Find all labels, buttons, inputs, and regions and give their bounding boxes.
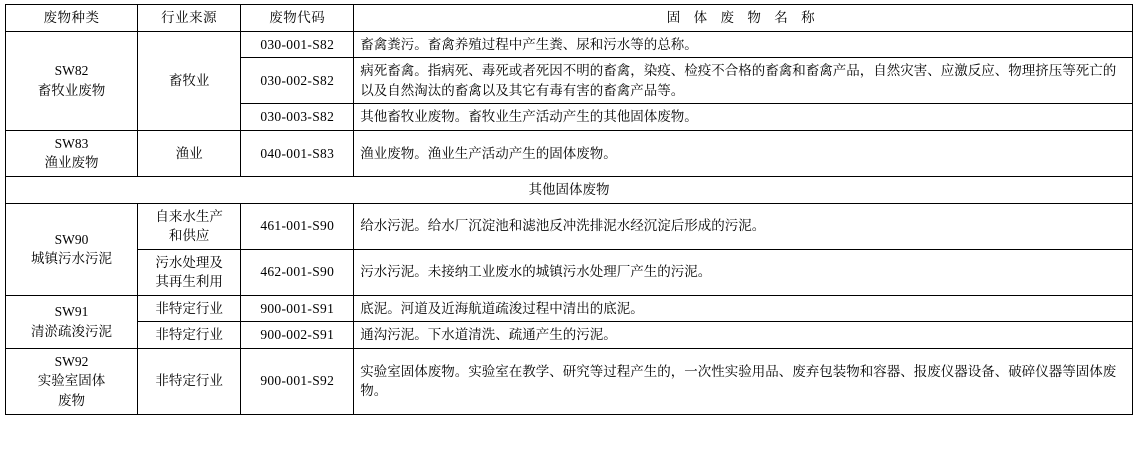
industry-source-cell: 非特定行业: [138, 348, 241, 414]
column-header-waste-name: 固 体 废 物 名 称: [354, 5, 1133, 32]
table-header: [6, 5, 1133, 32]
waste-name-cell: 畜禽粪污。畜禽养殖过程中产生粪、尿和污水等的总称。: [354, 31, 1133, 58]
waste-code-cell: 030-002-S82: [241, 58, 354, 104]
waste-code-cell: 040-001-S83: [241, 130, 354, 176]
industry-source-cell: 非特定行业: [138, 295, 241, 322]
table-row: [6, 295, 1133, 322]
solid-waste-table: [5, 4, 1133, 415]
waste-category-cell: SW90 城镇污水污泥: [6, 203, 138, 295]
table-row: [6, 203, 1133, 249]
waste-name-cell: 渔业废物。渔业生产活动产生的固体废物。: [354, 130, 1133, 176]
waste-name-cell: 底泥。河道及近海航道疏浚过程中清出的底泥。: [354, 295, 1133, 322]
industry-source-cell: 自来水生产 和供应: [138, 203, 241, 249]
waste-code-cell: 461-001-S90: [241, 203, 354, 249]
industry-source-cell: 非特定行业: [138, 322, 241, 349]
section-title: 其他固体废物: [6, 176, 1133, 203]
column-header-waste-code: 废物代码: [241, 5, 354, 32]
waste-name-cell: 污水污泥。未接纳工业废水的城镇污水处理厂产生的污泥。: [354, 249, 1133, 295]
waste-name-cell: 通沟污泥。下水道清洗、疏通产生的污泥。: [354, 322, 1133, 349]
table-row: [6, 130, 1133, 176]
waste-code-cell: 900-001-S92: [241, 348, 354, 414]
table-section-row: [6, 176, 1133, 203]
industry-source-cell: 渔业: [138, 130, 241, 176]
industry-source-cell: 畜牧业: [138, 31, 241, 130]
table-header-row: [6, 5, 1133, 32]
waste-code-cell: 462-001-S90: [241, 249, 354, 295]
column-header-waste-category: 废物种类: [6, 5, 138, 32]
waste-name-cell: 病死畜禽。指病死、毒死或者死因不明的畜禽，染疫、检疫不合格的畜禽和畜禽产品，自然灾害、应激反应、物理挤压等死亡的以及自然淘汰的畜禽以及其它有毒有害的畜禽产品等。: [354, 58, 1133, 104]
table-body: [6, 31, 1133, 414]
table-row: [6, 249, 1133, 295]
waste-code-cell: 900-001-S91: [241, 295, 354, 322]
waste-code-cell: 900-002-S91: [241, 322, 354, 349]
waste-name-cell: 实验室固体废物。实验室在教学、研究等过程产生的，一次性实验用品、废弃包装物和容器、报废仪器设备、破碎仪器等固体废物。: [354, 348, 1133, 414]
industry-source-cell: 污水处理及 其再生利用: [138, 249, 241, 295]
waste-code-cell: 030-003-S82: [241, 104, 354, 131]
column-header-industry-source: 行业来源: [138, 5, 241, 32]
waste-category-cell: SW92 实验室固体 废物: [6, 348, 138, 414]
table-row: [6, 348, 1133, 414]
waste-name-cell: 其他畜牧业废物。畜牧业生产活动产生的其他固体废物。: [354, 104, 1133, 131]
waste-name-cell: 给水污泥。给水厂沉淀池和滤池反冲洗排泥水经沉淀后形成的污泥。: [354, 203, 1133, 249]
table-row: [6, 322, 1133, 349]
waste-category-cell: SW83 渔业废物: [6, 130, 138, 176]
waste-code-cell: 030-001-S82: [241, 31, 354, 58]
waste-category-cell: SW91 清淤疏浚污泥: [6, 295, 138, 348]
waste-category-cell: SW82 畜牧业废物: [6, 31, 138, 130]
table-row: [6, 31, 1133, 58]
